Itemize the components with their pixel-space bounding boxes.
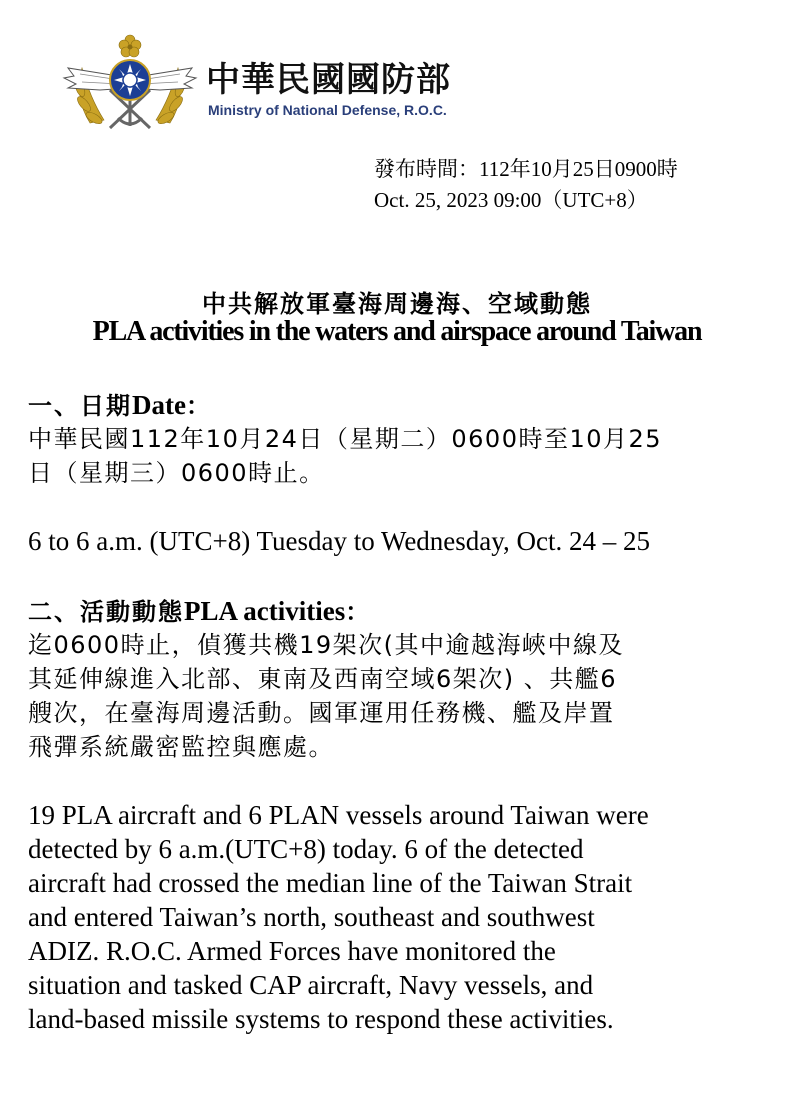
section-activities-heading-zh: 二、活動動態: [28, 598, 184, 626]
section-date-heading: [28, 388, 768, 422]
section-activities-body-zh-line: 艘次，在臺海周邊活動。國軍運用任務機、艦及岸置: [28, 699, 615, 727]
section-activities-body-en-line: 19 PLA aircraft and 6 PLAN vessels around Taiwan were: [28, 800, 649, 830]
document-title-en: PLA activities in the waters and airspace around Taiwan: [92, 316, 702, 347]
section-date-body-zh: [28, 422, 768, 490]
section-activities-body-en: [28, 798, 768, 1036]
section-activities-body-en-line: situation and tasked CAP aircraft, Navy vessels, and: [28, 970, 594, 1000]
release-time: [374, 154, 678, 216]
release-time-zh: 發布時間：112年10月25日0900時: [374, 157, 678, 181]
section-date-body-zh-line: 日（星期三）0600時止。: [28, 459, 325, 487]
mnd-emblem-icon: [60, 28, 200, 140]
section-activities-heading-colon: ：: [345, 598, 372, 626]
section-activities-body-en-line: ADIZ. R.O.C. Armed Forces have monitored the: [28, 936, 556, 966]
section-activities: [28, 594, 768, 1036]
section-activities-heading-en: PLA activities: [184, 596, 346, 626]
section-activities-body-en-line: and entered Taiwan’s north, southeast and southwest: [28, 902, 595, 932]
section-date-body-zh-line: 中華民國112年10月24日（星期二）0600時至10月25: [28, 425, 663, 453]
section-activities-body-en-line: aircraft had crossed the median line of the Taiwan Strait: [28, 868, 633, 898]
ministry-name-zh: 中華民國國防部: [206, 60, 451, 100]
section-date-body-en: 6 to 6 a.m. (UTC+8) Tuesday to Wednesday, Oct. 24 – 25: [28, 526, 651, 556]
section-activities-body-zh-line: 飛彈系統嚴密監控與應處。: [28, 733, 334, 761]
section-date: [28, 388, 768, 558]
section-activities-heading: [28, 594, 768, 628]
section-activities-body-en-line: detected by 6 a.m.(UTC+8) today. 6 of the detected: [28, 834, 584, 864]
page-header: [60, 28, 520, 140]
section-activities-body-zh: [28, 628, 768, 764]
document-title-zh: 中共解放軍臺海周邊海、空域動態: [202, 290, 592, 318]
ministry-name-en: Ministry of National Defense, R.O.C.: [208, 102, 447, 118]
section-activities-body-en-line: land-based missile systems to respond these activities.: [28, 1004, 614, 1034]
section-date-heading-zh: 一、日期: [28, 392, 132, 420]
section-date-heading-colon: ：: [185, 392, 212, 420]
section-activities-body-zh-line: 迄0600時止，偵獲共機19架次(其中逾越海峽中線及: [28, 631, 624, 659]
release-time-en: Oct. 25, 2023 09:00（UTC+8）: [374, 188, 648, 212]
section-date-heading-en: Date: [132, 390, 186, 420]
section-activities-body-zh-line: 其延伸線進入北部、東南及西南空域6架次) 、共艦6: [28, 665, 618, 693]
